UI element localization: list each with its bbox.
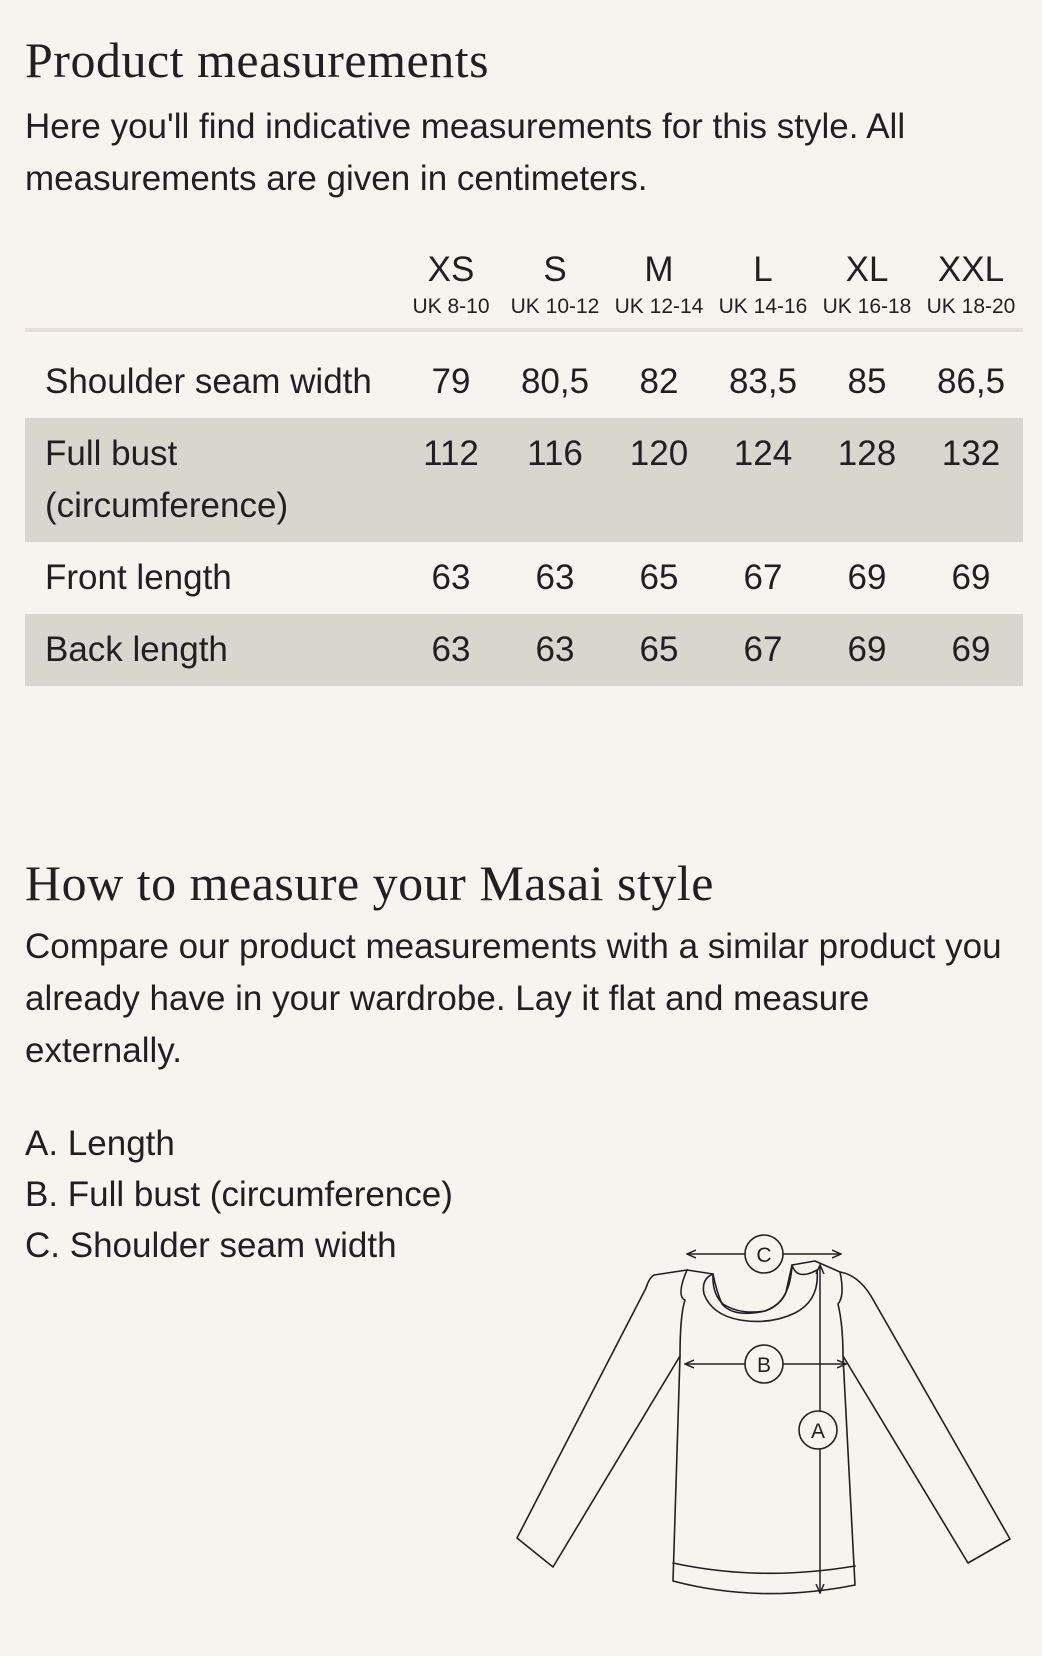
how-to-measure-intro: Compare our product measurements with a similar product you already have in your wardrobe. Lay it flat and measure externally. <box>25 927 1002 1070</box>
size-code: L <box>753 250 773 289</box>
header-blank-cell <box>25 240 399 330</box>
size-table <box>25 240 1023 686</box>
table-row-full-bust <box>25 418 1023 542</box>
cell-value: 116 <box>503 418 607 542</box>
legend-item-length: A. Length <box>25 1124 175 1163</box>
size-column-m <box>607 240 711 330</box>
size-column-xl <box>815 240 919 330</box>
size-code: XS <box>427 250 475 289</box>
right-sleeve-seam <box>838 1272 843 1356</box>
left-sleeve-seam <box>680 1270 687 1356</box>
cell-value: 132 <box>919 418 1023 542</box>
size-header-row <box>25 240 1023 330</box>
cell-value: 69 <box>919 614 1023 686</box>
cell-value: 63 <box>399 614 503 686</box>
page-title: Product measurements <box>25 32 490 88</box>
marker-c <box>745 1235 783 1273</box>
legend-item-shoulder-seam: C. Shoulder seam width <box>25 1226 397 1265</box>
size-uk: UK 10-12 <box>510 295 600 318</box>
cell-value: 67 <box>711 614 815 686</box>
size-uk: UK 8-10 <box>412 295 490 318</box>
cell-value: 112 <box>399 418 503 542</box>
cell-value: 83,5 <box>728 362 798 401</box>
size-uk: UK 16-18 <box>822 295 912 318</box>
cell-value: 65 <box>639 558 679 597</box>
size-column-s <box>503 240 607 330</box>
cell-value: 69 <box>847 558 887 597</box>
cell-value: 120 <box>607 418 711 542</box>
size-column-xs <box>399 240 503 330</box>
size-code: XL <box>845 250 889 289</box>
cell-value: 69 <box>951 558 991 597</box>
size-uk: UK 14-16 <box>718 295 808 318</box>
cell-value: 85 <box>847 362 887 401</box>
measurement-legend <box>25 1118 453 1271</box>
section-title-how-to-measure: How to measure your Masai style <box>25 855 714 911</box>
marker-b-label: B <box>756 1354 772 1377</box>
table-row-back-length <box>25 614 1023 686</box>
cell-value: 79 <box>431 362 471 401</box>
cell-value: 128 <box>815 418 919 542</box>
legend-item-full-bust: B. Full bust (circumference) <box>25 1175 453 1214</box>
cell-value: 63 <box>431 558 471 597</box>
table-row-front-length <box>25 542 1023 614</box>
cell-value: 65 <box>607 614 711 686</box>
hem-line <box>673 1563 855 1573</box>
size-uk: UK 12-14 <box>614 295 704 318</box>
marker-a <box>799 1411 837 1449</box>
table-spacer <box>25 330 1023 346</box>
size-code: S <box>543 250 567 289</box>
row-label: Back length <box>25 614 399 686</box>
marker-b <box>745 1345 783 1383</box>
cell-value: 82 <box>639 362 679 401</box>
marker-c-label: C <box>756 1244 772 1267</box>
cell-value: 86,5 <box>936 362 1006 401</box>
cell-value: 63 <box>503 614 607 686</box>
garment-measurement-diagram <box>515 1228 1015 1608</box>
size-code: M <box>644 250 674 289</box>
cell-value: 67 <box>743 558 783 597</box>
marker-a-label: A <box>810 1420 826 1443</box>
neckband <box>703 1265 817 1321</box>
cell-value: 69 <box>815 614 919 686</box>
table-row-shoulder-seam-width <box>25 346 1023 418</box>
size-code: XXL <box>937 250 1005 289</box>
cell-value: 63 <box>535 558 575 597</box>
size-column-l <box>711 240 815 330</box>
size-uk: UK 18-20 <box>926 295 1016 318</box>
cell-value: 124 <box>711 418 815 542</box>
size-column-xxl <box>919 240 1023 330</box>
cell-value: 80,5 <box>520 362 590 401</box>
row-label: Shoulder seam width <box>45 362 372 401</box>
measurements-intro: Here you'll find indicative measurements for this style. All measurements are given in centimeters. <box>25 107 906 198</box>
row-label: Full bust (circumference) <box>25 418 399 542</box>
row-label: Front length <box>45 558 232 597</box>
